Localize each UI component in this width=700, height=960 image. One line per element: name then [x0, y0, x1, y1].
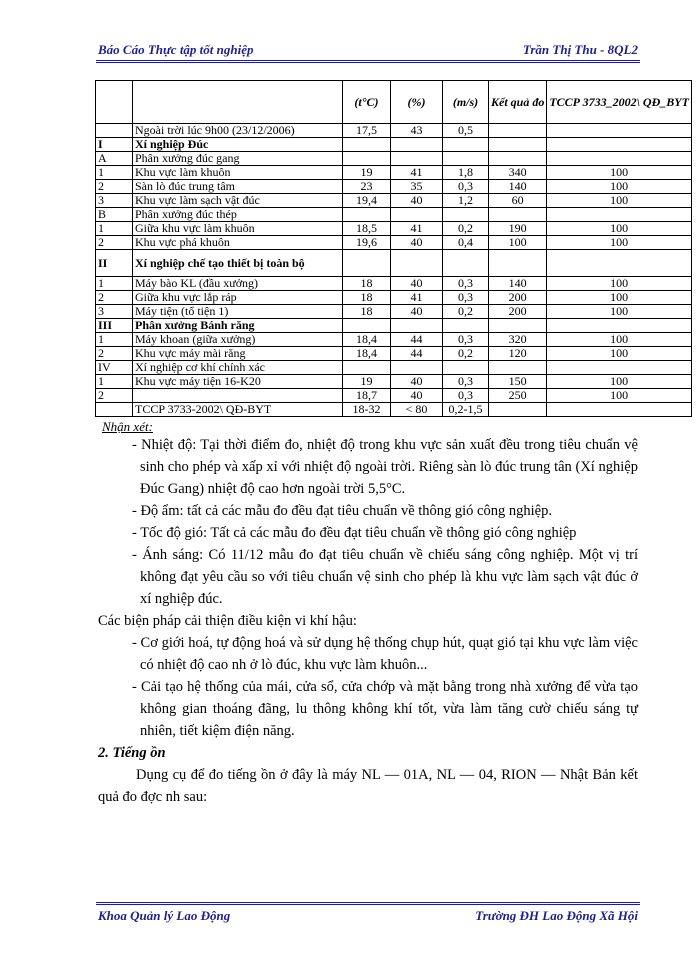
table-cell: 320	[489, 333, 547, 347]
header-left: Báo Cáo Thực tập tốt nghiệp	[98, 42, 254, 57]
table-cell: Khu vực làm khuôn	[133, 166, 343, 180]
table-cell	[547, 403, 692, 417]
section-heading-noise: 2. Tiếng ồn	[98, 745, 166, 761]
table-cell: 44	[391, 333, 443, 347]
table-cell: TCCP 3733-2002\ QĐ-BYT	[133, 403, 343, 417]
table-cell	[547, 319, 692, 333]
table-cell: 0,2	[443, 222, 489, 236]
table-cell: 2	[96, 236, 133, 250]
table-row	[96, 180, 692, 194]
table-cell: 1,8	[443, 166, 489, 180]
table-row	[96, 166, 692, 180]
table-cell: 18	[343, 291, 391, 305]
table-cell: Khu vực phá khuôn	[133, 236, 343, 250]
table-cell	[443, 208, 489, 222]
table-cell: 3	[96, 194, 133, 208]
table-cell: 1,2	[443, 194, 489, 208]
table-header-row	[96, 81, 692, 124]
table-cell: 100	[547, 277, 692, 291]
table-cell: 0,2-1,5	[443, 403, 489, 417]
table-cell: 190	[489, 222, 547, 236]
table-cell: 0,3	[443, 375, 489, 389]
table-cell: A	[96, 152, 133, 166]
header-cell: Kết quả đo	[489, 81, 547, 124]
table-cell: Phân xưởng đúc gang	[133, 152, 343, 166]
table-cell: Xí nghiệp Đúc	[133, 138, 343, 152]
paragraph-lighting: - Ánh sáng: Có 11/12 mẫu đo đạt tiêu chuẩn về chiếu sáng công nghiệp. Một vị trí không đạt yêu cầu so với tiêu chuẩn vệ sinh cho phép là khu vực làm sạch vật đúc ở xí nghiệp đúc.	[132, 547, 638, 607]
table-cell	[547, 208, 692, 222]
table-cell: 0,4	[443, 236, 489, 250]
header-cell: (m/s)	[443, 81, 489, 124]
table-row	[96, 375, 692, 389]
table-row	[96, 222, 692, 236]
table-cell	[343, 361, 391, 375]
table-cell	[443, 319, 489, 333]
table-cell: Ngoài trời lúc 9h00 (23/12/2006)	[133, 124, 343, 138]
table-cell: IV	[96, 361, 133, 375]
paragraph-humidity: - Độ ẩm: tất cả các mẫu đo đều đạt tiêu chuẩn về thông gió công nghiệp.	[132, 503, 552, 519]
table-row	[96, 305, 692, 319]
table-cell: 1	[96, 333, 133, 347]
table-cell: Khu vực máy tiện 16-K20	[133, 375, 343, 389]
table-row	[96, 194, 692, 208]
table-cell: 40	[391, 277, 443, 291]
table-cell: 1	[96, 222, 133, 236]
table-cell: 1	[96, 277, 133, 291]
table-cell: 40	[391, 375, 443, 389]
table-cell	[547, 138, 692, 152]
measurement-table	[95, 80, 692, 417]
table-cell: 60	[489, 194, 547, 208]
table-cell: 18-32	[343, 403, 391, 417]
table-cell: 40	[391, 236, 443, 250]
paragraph-measure-1: - Cơ giới hoá, tự động hoá và sử dụng hệ thống chụp hút, quạt gió tại khu vực làm việc có nhiệt độ cao nh ở lò đúc, khu vực làm khuôn...	[132, 635, 638, 673]
note-label: Nhận xét:	[102, 419, 153, 434]
table-row	[96, 152, 692, 166]
table-cell: Phân xưởng Bánh răng	[133, 319, 343, 333]
table-cell: Xí nghiệp cơ khí chính xác	[133, 361, 343, 375]
table-cell: 100	[547, 194, 692, 208]
paragraph-wind-speed: - Tốc độ gió: Tất cả các mẫu đo đều đạt tiêu chuẩn về thông gió công nghiệp	[132, 525, 577, 541]
table-row	[96, 124, 692, 138]
table-row	[96, 236, 692, 250]
table-cell: 340	[489, 166, 547, 180]
table-cell: 100	[547, 222, 692, 236]
table-cell	[443, 152, 489, 166]
table-row	[96, 389, 692, 403]
table-cell	[489, 124, 547, 138]
table-cell: 18,7	[343, 389, 391, 403]
table-cell: 18,4	[343, 347, 391, 361]
table-row	[96, 291, 692, 305]
paragraph-measures-heading: Các biện pháp cải thiện điều kiện vi khí hậu:	[98, 613, 357, 629]
header-cell: (t°C)	[343, 81, 391, 124]
table-cell: 41	[391, 222, 443, 236]
table-cell: Phân xưởng đúc thép	[133, 208, 343, 222]
table-row	[96, 361, 692, 375]
table-cell: 19	[343, 166, 391, 180]
table-cell	[391, 208, 443, 222]
table-cell: 200	[489, 291, 547, 305]
table-cell: 0,2	[443, 347, 489, 361]
table-row	[96, 138, 692, 152]
table-cell: II	[96, 250, 133, 277]
table-cell	[443, 250, 489, 277]
table-cell	[391, 361, 443, 375]
table-cell: 18	[343, 277, 391, 291]
table-cell	[443, 138, 489, 152]
table-cell: 140	[489, 180, 547, 194]
table-cell: 100	[547, 347, 692, 361]
table-cell: 41	[391, 291, 443, 305]
header-right: Trần Thị Thu - 8QL2	[522, 42, 638, 57]
table-cell: 40	[391, 389, 443, 403]
table-cell	[547, 124, 692, 138]
table-cell	[489, 138, 547, 152]
table-cell: Giữa khu vực lắp ráp	[133, 291, 343, 305]
table-cell	[547, 361, 692, 375]
table-cell	[489, 403, 547, 417]
table-cell: 200	[489, 305, 547, 319]
table-cell: 100	[489, 236, 547, 250]
table-cell: 2	[96, 347, 133, 361]
table-cell: Xí nghiệp chế tạo thiết bị toàn bộ	[133, 250, 343, 277]
table-cell: 140	[489, 277, 547, 291]
table-cell	[343, 250, 391, 277]
table-cell: 100	[547, 375, 692, 389]
table-cell: 100	[547, 333, 692, 347]
table-cell: 35	[391, 180, 443, 194]
table-cell: 100	[547, 236, 692, 250]
table-cell	[547, 250, 692, 277]
paragraph-temperature: - Nhiệt độ: Tại thời điểm đo, nhiệt độ trong khu vực sản xuất đều trong tiêu chuẩn vệ sinh cho phép và xấp xỉ với nhiệt độ ngoài trời. Riêng sàn lò đúc trung tân (Xí nghiệp Đúc Gang) nhiệt độ cao hơn ngoài trời 5,5°C.	[132, 437, 638, 497]
table-cell	[489, 361, 547, 375]
table-cell	[133, 389, 343, 403]
table-cell: B	[96, 208, 133, 222]
table-cell: 0,5	[443, 124, 489, 138]
table-cell: 41	[391, 166, 443, 180]
table-cell: I	[96, 138, 133, 152]
table-cell: Giữa khu vực làm khuôn	[133, 222, 343, 236]
table-row	[96, 347, 692, 361]
table-cell	[547, 152, 692, 166]
table-cell: 0,3	[443, 277, 489, 291]
table-cell: 250	[489, 389, 547, 403]
table-cell	[343, 138, 391, 152]
table-cell: 1	[96, 375, 133, 389]
paragraph-measure-2: - Cải tạo hệ thống của mái, cửa sổ, cửa chớp và mặt bằng trong nhà xưởng để vừa tạo không gian thoáng đãng, lu thông không khí tốt, vừa làm tăng cườ chiếu sáng tự nhiên, tiết kiệm điện năng.	[132, 679, 638, 739]
table-cell: Khu vực làm sạch vật đúc	[133, 194, 343, 208]
table-cell: 40	[391, 194, 443, 208]
table-cell: 43	[391, 124, 443, 138]
table-cell: 19,4	[343, 194, 391, 208]
table-cell: 19	[343, 375, 391, 389]
table-cell: 0,3	[443, 291, 489, 305]
table-cell: 100	[547, 389, 692, 403]
table-cell	[96, 124, 133, 138]
table-cell: 17,5	[343, 124, 391, 138]
table-cell	[489, 250, 547, 277]
table-cell	[391, 152, 443, 166]
table-cell: Máy bào KL (đầu xưởng)	[133, 277, 343, 291]
footer-left: Khoa Quản lý Lao Động	[98, 908, 231, 923]
table-cell	[489, 208, 547, 222]
table-row	[96, 250, 692, 277]
header-cell: (%)	[391, 81, 443, 124]
table-cell: 3	[96, 305, 133, 319]
table-cell: 0,2	[443, 305, 489, 319]
page-footer	[98, 908, 638, 928]
table-cell: 100	[547, 180, 692, 194]
table-cell: 40	[391, 305, 443, 319]
table-cell: 100	[547, 305, 692, 319]
table-cell: 18	[343, 305, 391, 319]
table-cell: Máy khoan (giữa xưởng)	[133, 333, 343, 347]
footer-right: Trường ĐH Lao Động Xã Hội	[475, 908, 638, 923]
table-cell	[343, 208, 391, 222]
table-cell	[343, 319, 391, 333]
table-cell: Khu vực máy mài răng	[133, 347, 343, 361]
header-cell	[96, 81, 133, 124]
table-row	[96, 403, 692, 417]
table-cell: 100	[547, 166, 692, 180]
table-cell	[343, 152, 391, 166]
table-cell: 0,3	[443, 333, 489, 347]
table-cell: 120	[489, 347, 547, 361]
table-cell: 19,6	[343, 236, 391, 250]
table-cell: 2	[96, 180, 133, 194]
table-cell	[443, 361, 489, 375]
table-cell: 18,4	[343, 333, 391, 347]
table-cell: Máy tiện (tổ tiện 1)	[133, 305, 343, 319]
table-cell: 2	[96, 389, 133, 403]
table-cell: 100	[547, 291, 692, 305]
paragraph-noise: Dụng cụ để đo tiếng ồn ở đây là máy NL — 01A, NL — 04, RION — Nhật Bản kết quả đo đợc nh sau:	[98, 767, 638, 805]
footer-divider	[96, 902, 640, 905]
table-cell: 2	[96, 291, 133, 305]
table-row	[96, 277, 692, 291]
header-divider	[96, 60, 640, 63]
table-row	[96, 319, 692, 333]
document-body	[98, 420, 638, 808]
table-cell: 23	[343, 180, 391, 194]
header-cell	[133, 81, 343, 124]
table-cell: 1	[96, 166, 133, 180]
table-row	[96, 333, 692, 347]
table-cell	[391, 138, 443, 152]
table-cell	[391, 250, 443, 277]
table-cell: 0,3	[443, 389, 489, 403]
page-header	[98, 40, 638, 60]
table-cell: 18,5	[343, 222, 391, 236]
table-cell	[489, 152, 547, 166]
table-cell: Sàn lò đúc trung tâm	[133, 180, 343, 194]
table-row	[96, 208, 692, 222]
table-cell	[489, 319, 547, 333]
table-cell: III	[96, 319, 133, 333]
table-cell	[96, 403, 133, 417]
table-cell: 0,3	[443, 180, 489, 194]
table-cell: < 80	[391, 403, 443, 417]
table-cell: 44	[391, 347, 443, 361]
header-cell: TCCP 3733_2002\ QĐ_BYT	[547, 81, 692, 124]
table-cell	[391, 319, 443, 333]
table-cell: 150	[489, 375, 547, 389]
